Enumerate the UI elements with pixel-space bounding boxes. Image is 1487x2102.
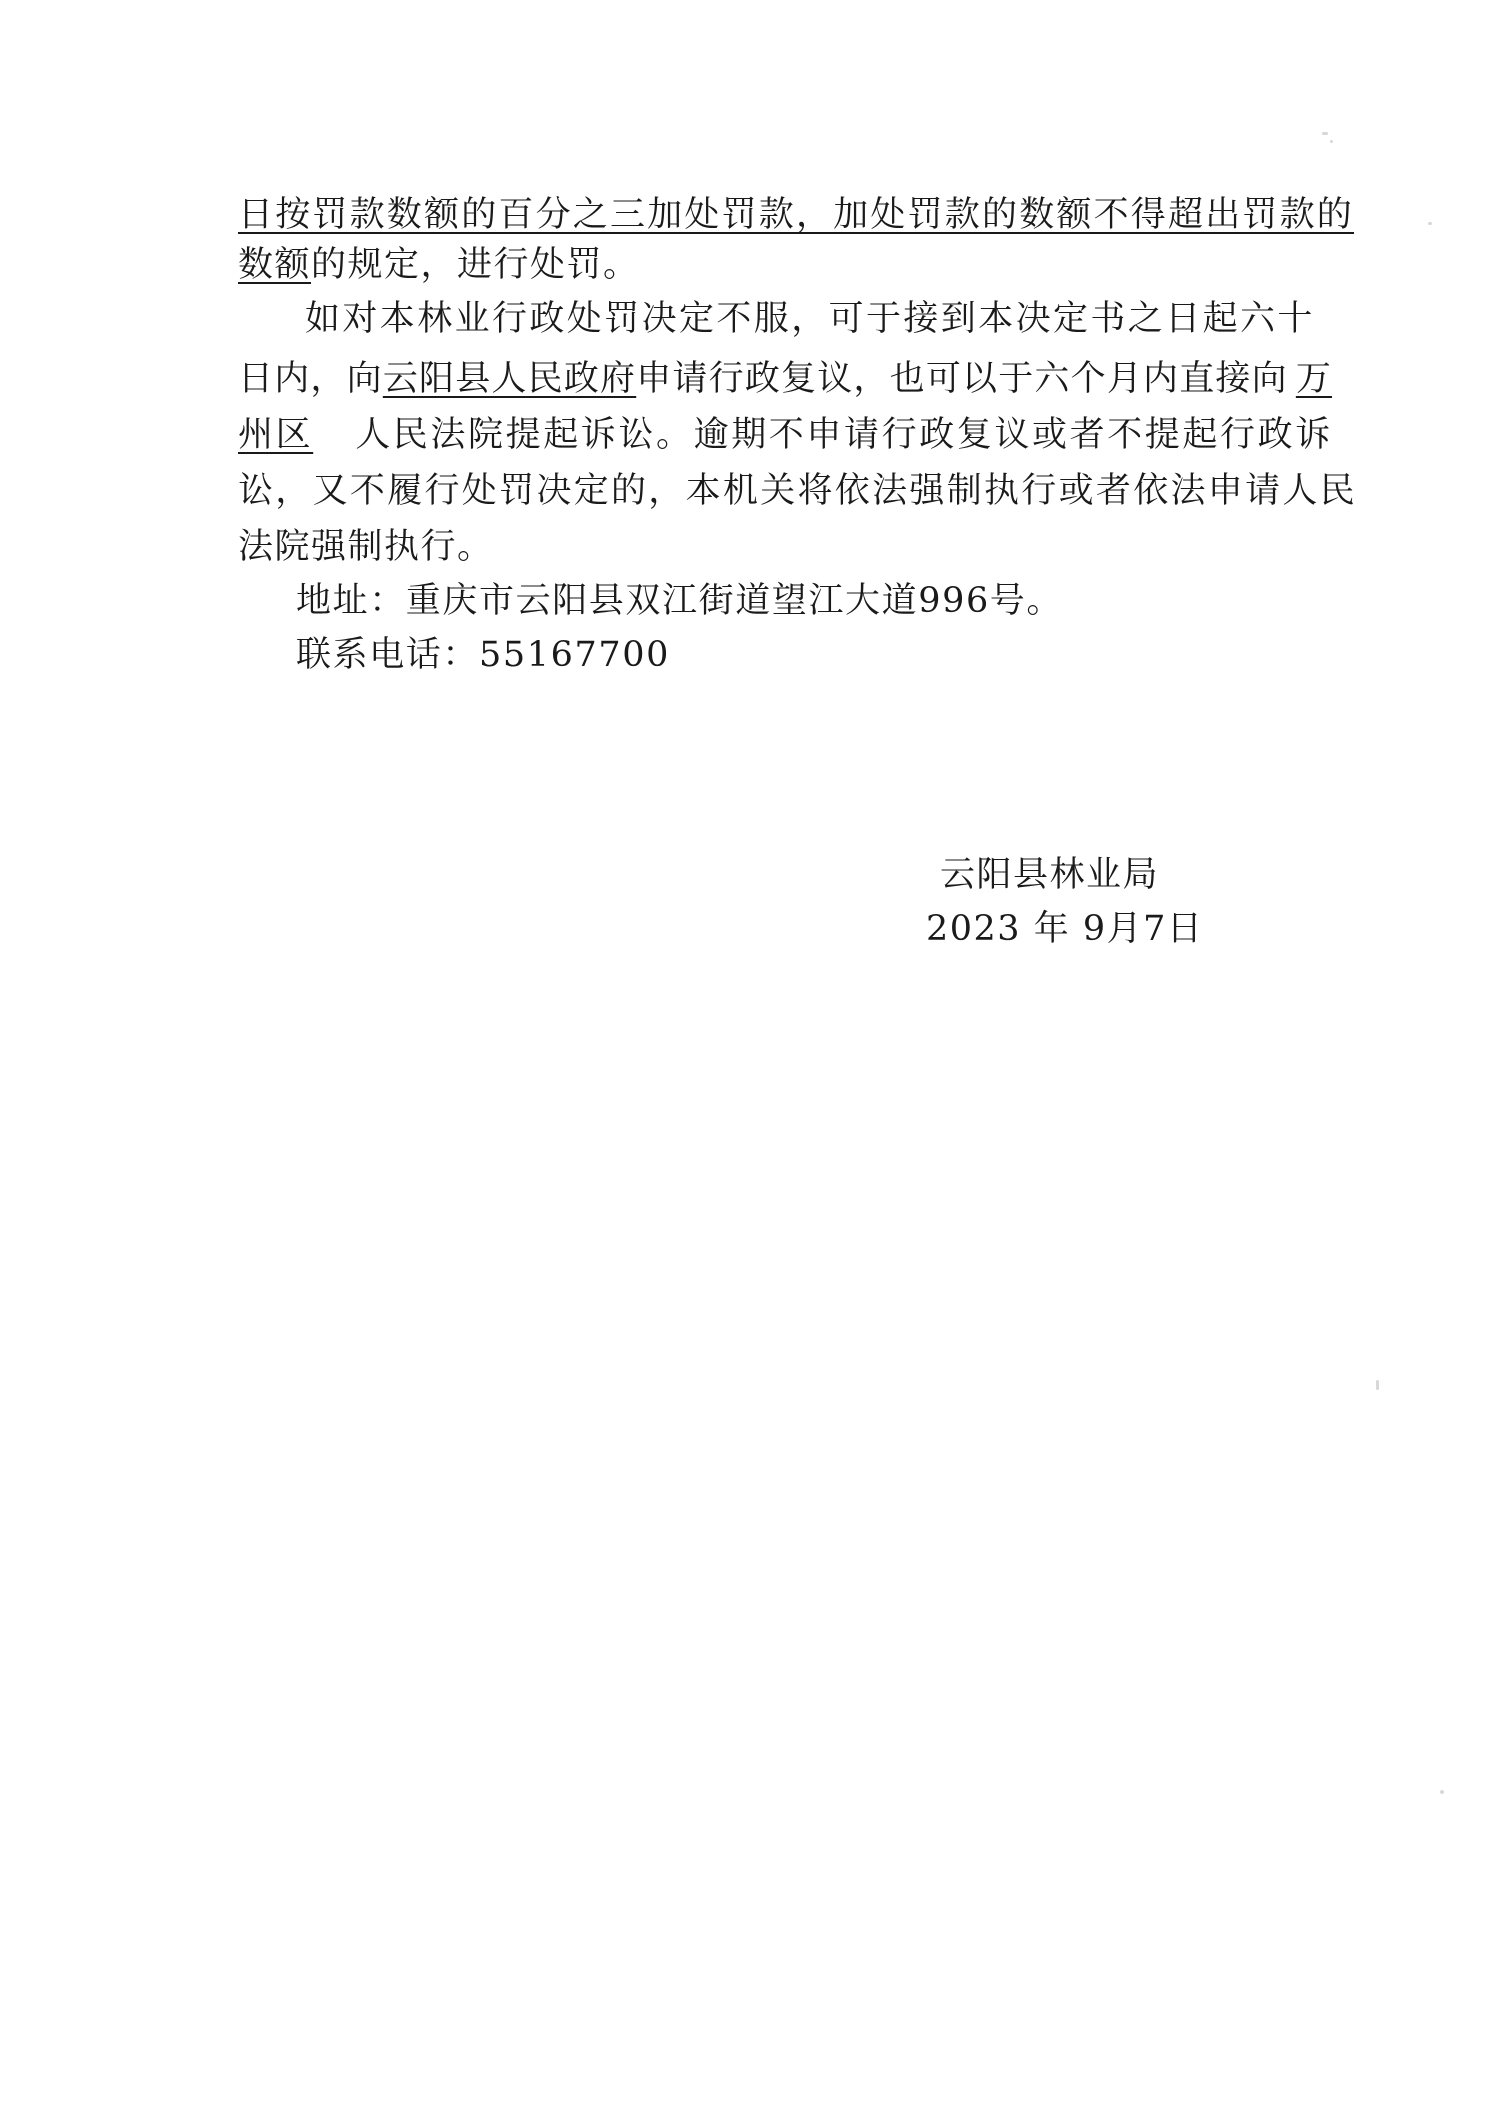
- scan-speck: [1330, 140, 1333, 143]
- text-segment: 申请行政复议，也可以于六个月内直接向: [636, 359, 1288, 399]
- paragraph-1-line-2-rest: 的规定，进行处罚。: [311, 245, 640, 285]
- paragraph-2-line-4: 讼，又不履行处罚决定的，本机关将依法强制执行或者依法申请人民: [238, 471, 1358, 511]
- paragraph-2-line-2: [238, 356, 1332, 402]
- underlined-term: 数额: [238, 245, 312, 285]
- paragraph-1-line-2: [238, 242, 640, 288]
- scan-speck: [1428, 222, 1432, 225]
- paragraph-2-line-5: 法院强制执行。: [238, 527, 494, 567]
- issuing-organization: 云阳县林业局: [940, 855, 1160, 895]
- scan-speck: [1440, 1790, 1444, 1794]
- issue-date: 2023 年 9月7日: [926, 909, 1204, 949]
- text-segment: 人民法院提起诉讼。逾期不申请行政复议或者不提起行政诉: [355, 415, 1333, 455]
- scan-speck: [1376, 1380, 1379, 1390]
- phone-line: 联系电话：55167700: [296, 635, 670, 675]
- court-name-part-1: 万: [1295, 359, 1333, 399]
- paragraph-2-line-3: [238, 412, 1333, 458]
- paragraph-1-line-1: 日按罚款数额的百分之三加处罚款，加处罚款的数额不得超出罚款的: [238, 195, 1355, 235]
- paragraph-2-line-1: 如对本林业行政处罚决定不服，可于接到本决定书之日起六十: [305, 299, 1315, 339]
- scan-speck: [1322, 132, 1328, 135]
- review-authority: 云阳县人民政府: [382, 359, 637, 399]
- address-line: 地址：重庆市云阳县双江街道望江大道996号。: [296, 581, 1064, 621]
- text-segment: 日内，向: [238, 359, 383, 399]
- court-name-part-2: 州区: [238, 415, 314, 455]
